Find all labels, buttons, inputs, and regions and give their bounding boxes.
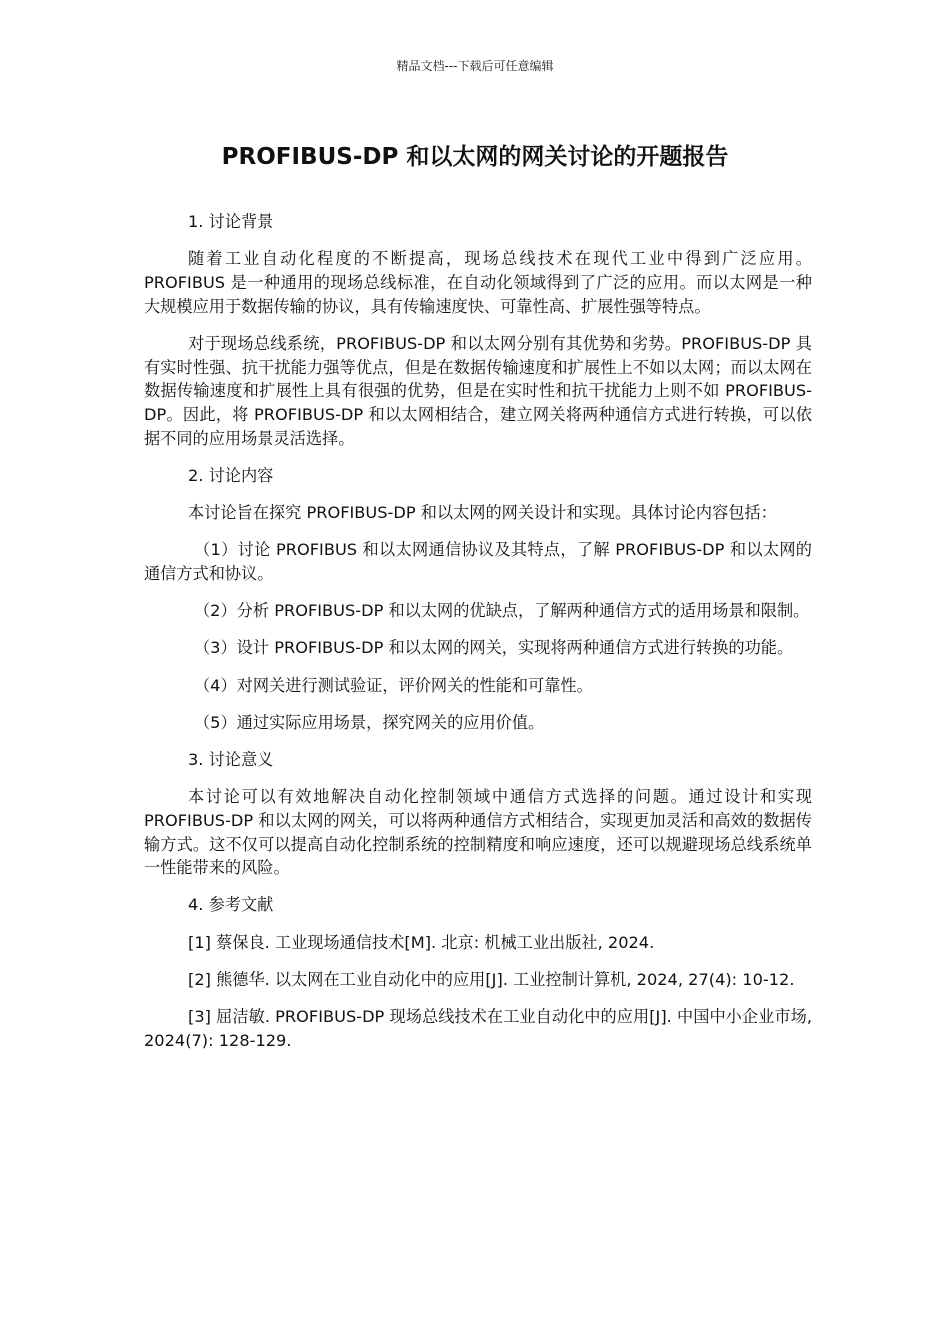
reference-item: [3] 屈洁敏. PROFIBUS-DP 现场总线技术在工业自动化中的应用[J]. 中国中小企业市场, 2024(7): 128-129. [144, 1007, 812, 1050]
section-heading-content: 2. 讨论内容 [188, 465, 274, 485]
list-item: （5）通过实际应用场景，探究网关的应用价值。 [194, 712, 545, 732]
section-heading-references: 4. 参考文献 [188, 895, 274, 915]
document-body [144, 210, 812, 1066]
list-item: （1）讨论 PROFIBUS 和以太网通信协议及其特点，了解 PROFIBUS-DP 和以太网的通信方式和协议。 [144, 540, 812, 583]
list-item: （2）分析 PROFIBUS-DP 和以太网的优缺点，了解两种通信方式的适用场景和限制。 [194, 601, 810, 621]
reference-item: [2] 熊德华. 以太网在工业自动化中的应用[J]. 工业控制计算机, 2024, 27(4): 10-12. [188, 969, 795, 989]
document-title: PROFIBUS-DP 和以太网的网关讨论的开题报告 [221, 144, 729, 170]
paragraph: 本讨论可以有效地解决自动化控制领域中通信方式选择的问题。通过设计和实现 PROFIBUS-DP 和以太网的网关，可以将两种通信方式相结合，实现更加灵活和高效的数据传输方式。这不仅可以提高自动化控制系统的控制精度和响应速度，还可以规避现场总线系统单一性能带来的风险。 [144, 787, 812, 878]
header-note: 精品文档---下载后可任意编辑 [396, 59, 554, 73]
paragraph: 随着工业自动化程度的不断提高，现场总线技术在现代工业中得到广泛应用。PROFIBUS 是一种通用的现场总线标准，在自动化领域得到了广泛的应用。而以太网是一种大规模应用于数据传输的协议，具有传输速度快、可靠性高、扩展性强等特点。 [144, 249, 812, 316]
section-heading-significance: 3. 讨论意义 [188, 749, 274, 769]
paragraph: 本讨论旨在探究 PROFIBUS-DP 和以太网的网关设计和实现。具体讨论内容包括： [188, 503, 777, 523]
list-item: （4）对网关进行测试验证，评价网关的性能和可靠性。 [194, 675, 593, 695]
paragraph: 对于现场总线系统，PROFIBUS-DP 和以太网分别有其优势和劣势。PROFIBUS-DP 具有实时性强、抗干扰能力强等优点，但是在数据传输速度和扩展性上不如以太网；而以太网在数据传输速度和扩展性上具有很强的优势，但是在实时性和抗干扰能力上则不如 PROFIBUS-DP。因此，将 PROFIBUS-DP 和以太网相结合，建立网关将两种通信方式进行转换，可以依据不同的应用场景灵活选择。 [144, 333, 812, 448]
list-item: （3）设计 PROFIBUS-DP 和以太网的网关，实现将两种通信方式进行转换的功能。 [194, 638, 794, 658]
section-heading-background: 1. 讨论背景 [188, 212, 274, 231]
reference-item: [1] 蔡保良. 工业现场通信技术[M]. 北京: 机械工业出版社, 2024. [188, 932, 655, 952]
